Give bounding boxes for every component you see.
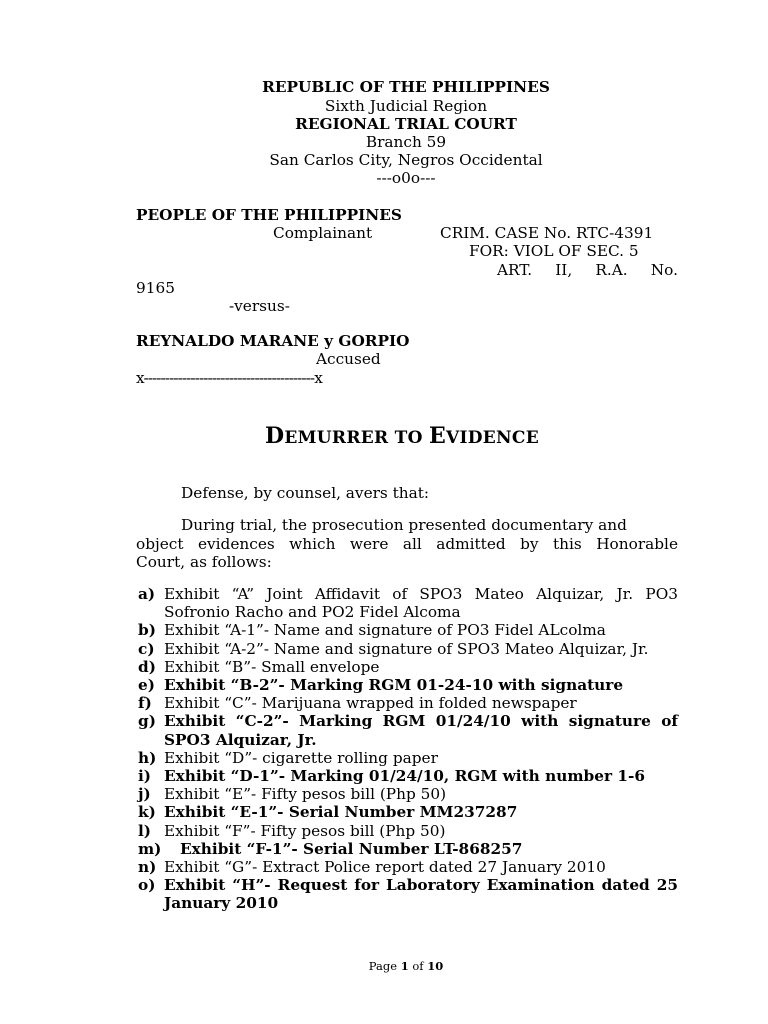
exhibit-list xyxy=(138,585,678,913)
exhibit-text: Exhibit “C-2”- Marking RGM 01/24/10 with signature of SPO3 Alquizar, Jr. xyxy=(164,712,678,749)
caption-separator: x----------------------------------------x xyxy=(136,369,322,387)
accused-name: REYNALDO MARANE y GORPIO xyxy=(136,332,410,350)
exhibit-item xyxy=(138,822,678,840)
page-total: 10 xyxy=(427,959,444,973)
exhibit-item xyxy=(138,840,678,858)
exhibit-text: Exhibit “E-1”- Serial Number MM237287 xyxy=(164,803,518,822)
paragraph-line: object evidences which were all admitted by this Honorable xyxy=(136,535,678,553)
case-law-number: 9165 xyxy=(136,279,175,297)
exhibit-label: g) xyxy=(138,712,156,731)
exhibit-item xyxy=(138,676,678,694)
exhibit-item xyxy=(138,749,678,767)
exhibit-item xyxy=(138,876,678,912)
exhibit-item xyxy=(138,694,678,712)
header-court: REGIONAL TRIAL COURT xyxy=(295,115,517,133)
page-footer xyxy=(0,959,768,973)
exhibit-item xyxy=(138,785,678,803)
exhibit-text: Exhibit “B”- Small envelope xyxy=(164,657,380,676)
header-branch: Branch 59 xyxy=(365,133,447,151)
exhibit-label: b) xyxy=(138,621,156,640)
intro-paragraph: Defense, by counsel, avers that: xyxy=(181,484,430,502)
case-article: ART. II, R.A. No. xyxy=(497,261,678,279)
paragraph-line: Court, as follows: xyxy=(136,553,272,571)
plaintiff-role: Complainant xyxy=(273,224,373,242)
page-number: 1 xyxy=(400,959,409,973)
exhibit-text: Exhibit “D-1”- Marking 01/24/10, RGM with number 1-6 xyxy=(164,767,645,786)
exhibit-text: Exhibit “B-2”- Marking RGM 01-24-10 with signature xyxy=(164,676,624,695)
header-judicial-region: Sixth Judicial Region xyxy=(324,97,488,115)
page-word: Page xyxy=(368,959,398,973)
exhibit-text: Exhibit “D”- cigarette rolling paper xyxy=(164,748,438,767)
document-title: DEMURRER TO EVIDENCE xyxy=(265,423,539,449)
exhibit-label: o) xyxy=(138,876,156,895)
exhibit-item xyxy=(138,858,678,876)
exhibit-label: c) xyxy=(138,639,155,658)
exhibit-label: l) xyxy=(138,821,152,840)
exhibit-label: i) xyxy=(138,767,152,786)
header-republic: REPUBLIC OF THE PHILIPPINES xyxy=(262,78,550,96)
of-word: of xyxy=(412,959,424,973)
exhibit-text: Exhibit “A-2”- Name and signature of SPO3 Mateo Alquizar, Jr. xyxy=(164,639,649,658)
exhibit-label: e) xyxy=(138,676,155,695)
exhibit-text: Exhibit “G”- Extract Police report dated 27 January 2010 xyxy=(164,858,606,877)
exhibit-label: n) xyxy=(138,858,157,877)
plaintiff-name: PEOPLE OF THE PHILIPPINES xyxy=(136,206,402,224)
exhibit-label: k) xyxy=(138,803,156,822)
case-number: CRIM. CASE No. RTC-4391 xyxy=(440,224,654,242)
exhibit-item xyxy=(138,803,678,821)
header-city: San Carlos City, Negros Occidental xyxy=(269,151,543,169)
accused-role: Accused xyxy=(316,350,381,368)
exhibit-item xyxy=(138,658,678,676)
exhibit-item xyxy=(138,640,678,658)
exhibit-item xyxy=(138,621,678,639)
exhibit-text: Exhibit “A-1”- Name and signature of PO3 Fidel ALcolma xyxy=(164,621,606,640)
versus-label: -versus- xyxy=(229,297,290,315)
exhibit-text: Exhibit “E”- Fifty pesos bill (Php 50) xyxy=(164,785,447,804)
exhibit-text: Exhibit “F”- Fifty pesos bill (Php 50) xyxy=(164,821,446,840)
case-charge: FOR: VIOL OF SEC. 5 xyxy=(469,242,639,260)
exhibit-item xyxy=(138,767,678,785)
exhibit-item xyxy=(138,712,678,748)
paragraph-line: During trial, the prosecution presented documentary and xyxy=(181,516,627,534)
exhibit-label: d) xyxy=(138,657,156,676)
exhibit-label: m) xyxy=(138,839,162,858)
exhibit-label: h) xyxy=(138,748,157,767)
exhibit-item xyxy=(138,585,678,621)
exhibit-label: f) xyxy=(138,694,152,713)
exhibit-text: Exhibit “A” Joint Affidavit of SPO3 Mateo Alquizar, Jr. PO3 Sofronio Racho and PO2 Fidel Alcoma xyxy=(164,585,678,622)
header-separator: ---o0o--- xyxy=(376,169,436,187)
exhibit-text: Exhibit “F-1”- Serial Number LT-868257 xyxy=(180,839,523,858)
exhibit-label: a) xyxy=(138,585,156,603)
exhibit-label: j) xyxy=(138,785,151,804)
exhibit-text: Exhibit “H”- Request for Laboratory Examination dated 25 January 2010 xyxy=(164,876,678,913)
exhibit-text: Exhibit “C”- Marijuana wrapped in folded newspaper xyxy=(164,694,577,713)
